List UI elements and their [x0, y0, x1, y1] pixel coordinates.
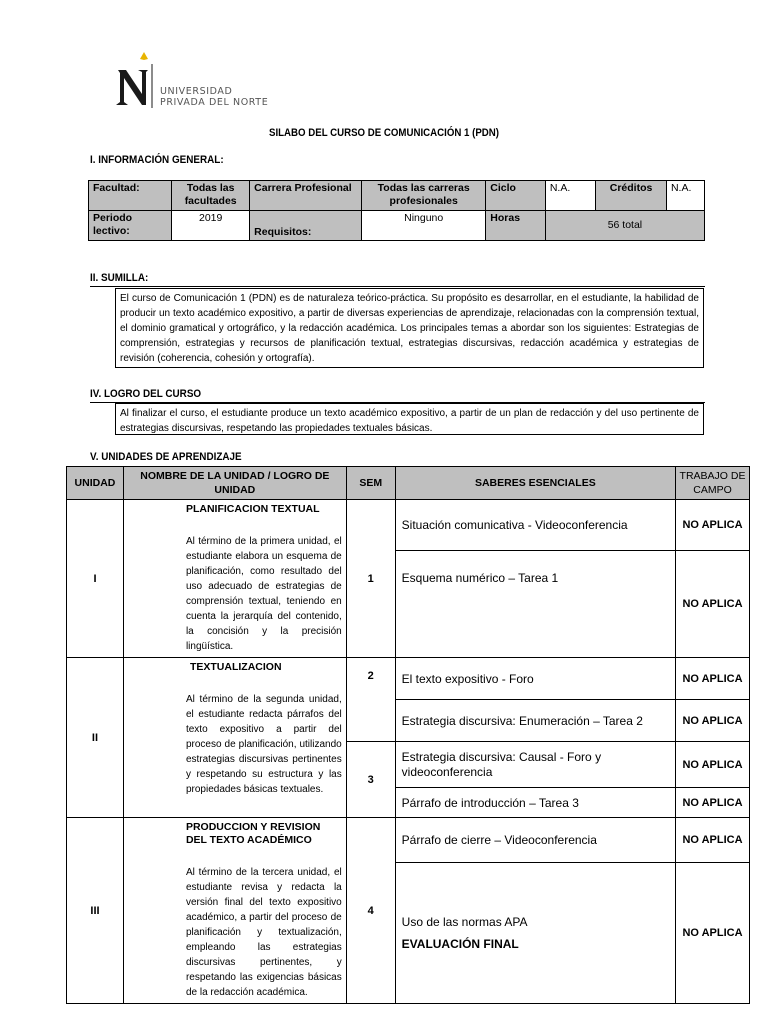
saber-cell — [395, 863, 675, 1004]
creditos-label: Créditos — [596, 181, 667, 211]
unit-number: I — [67, 500, 124, 658]
ciclo-label: Ciclo — [486, 181, 546, 211]
trabajo-campo: NO APLICA — [676, 863, 750, 1004]
section-info-heading: I. INFORMACIÓN GENERAL: — [90, 154, 224, 166]
horas-value: 56 total — [545, 211, 704, 241]
sumilla-text: El curso de Comunicación 1 (PDN) es de naturaleza teórico-práctica. Su propósito es desarrollar, en el estudiante, la habilidad de producir un texto académico expositivo, a partir de diversas experiencias de aprendizaje, relacionadas con la comprensión textual, el dominio gramatical y ortográfico, y la redacción académica. Los principales temas a abordar son los siguientes: Estrategias de comprensión, estrategias y recursos de planificación textual, estrategias discursivas, redacción académica y estrategias de revisión (coherencia, cohesión y ortografía). — [115, 288, 704, 368]
unit-description — [123, 658, 346, 818]
units-table — [66, 466, 750, 1004]
section-sumilla-heading: II. SUMILLA: — [90, 272, 149, 284]
document-title: SILABO DEL CURSO DE COMUNICACIÓN 1 (PDN) — [268, 127, 500, 139]
section-logro-heading: IV. LOGRO DEL CURSO — [90, 388, 202, 400]
saber-item: Estrategia discursiva: Enumeración – Tarea 2 — [395, 700, 675, 742]
carrera-value: Todas las carreras profesionales — [362, 181, 486, 211]
horas-label: Horas — [486, 211, 546, 241]
facultad-value: Todas las facultades — [172, 181, 250, 211]
week-number: 2 — [346, 658, 395, 742]
upn-logo-icon — [108, 50, 168, 112]
week-number: 1 — [346, 500, 395, 658]
requisitos-label: Requisitos: — [250, 211, 362, 241]
trabajo-campo: NO APLICA — [676, 818, 750, 863]
trabajo-campo: NO APLICA — [676, 550, 750, 657]
trabajo-campo: NO APLICA — [676, 658, 750, 700]
unit-description — [123, 500, 346, 658]
saber-item: Párrafo de introducción – Tarea 3 — [395, 788, 675, 818]
header-nombre: NOMBRE DE LA UNIDAD / LOGRO DE UNIDAD — [123, 467, 346, 500]
logo-line-2: PRIVADA DEL NORTE — [160, 97, 269, 108]
unit-number: III — [67, 818, 124, 1004]
saber-item: El texto expositivo - Foro — [395, 658, 675, 700]
header-saberes: SABERES ESENCIALES — [395, 467, 675, 500]
trabajo-campo: NO APLICA — [676, 700, 750, 742]
header-trabajo: TRABAJO DE CAMPO — [676, 467, 750, 500]
logro-text: Al finalizar el curso, el estudiante produce un texto académico expositivo, a partir de un plan de redacción y del uso pertinente de estrategias discursivas, respetando las propiedades textuales básicas. — [115, 403, 704, 435]
trabajo-campo: NO APLICA — [676, 500, 750, 551]
trabajo-campo: NO APLICA — [676, 742, 750, 788]
week-number: 4 — [346, 818, 395, 1004]
carrera-label: Carrera Profesional — [250, 181, 362, 211]
section-unidades-heading: V. UNIDADES DE APRENDIZAJE — [90, 451, 242, 463]
university-name — [160, 86, 268, 108]
ciclo-value: N.A. — [545, 181, 595, 211]
unit-logro: Al término de la tercera unidad, el estudiante revisa y redacta la versión final del texto expositivo académico, a partir del proceso de planificación y textualización, empleando las estrategias discursivas pertinentes, y respetando las exigencias básicas de la redacción académica. — [185, 867, 342, 998]
header-unidad: UNIDAD — [67, 467, 124, 500]
unit-description — [123, 818, 346, 1004]
unit-title: TEXTUALIZACION — [189, 661, 282, 673]
header-sem: SEM — [346, 467, 395, 500]
periodo-label: Periodo lectivo: — [89, 211, 172, 241]
saber-item: Situación comunicativa - Videoconferencia — [395, 500, 675, 551]
saber-item: Estrategia discursiva: Causal - Foro y videoconferencia — [395, 742, 675, 788]
trabajo-campo: NO APLICA — [676, 788, 750, 818]
requisitos-value: Ninguno — [362, 211, 486, 241]
unit-title: PRODUCCION Y REVISION DEL TEXTO ACADÉMICO — [185, 821, 321, 846]
saber-item: Uso de las normas APA — [401, 915, 528, 930]
week-number: 3 — [346, 742, 395, 818]
evaluacion-final: EVALUACIÓN FINAL — [401, 937, 519, 952]
saber-item: Párrafo de cierre – Videoconferencia — [395, 818, 675, 863]
facultad-label: Facultad: — [89, 181, 172, 211]
periodo-value: 2019 — [172, 211, 250, 241]
sumilla-rule — [90, 286, 705, 287]
saber-item: Esquema numérico – Tarea 1 — [395, 550, 675, 657]
logo-line-1: UNIVERSIDAD — [160, 86, 233, 97]
unit-number: II — [67, 658, 124, 818]
unit-logro: Al término de la segunda unidad, el estudiante redacta párrafos del texto expositivo a partir del proceso de planificación, utilizando estrategias discursivas pertinentes y respetando su estructura y las propiedades básicas textuales. — [185, 694, 342, 795]
unit-logro: Al término de la primera unidad, el estudiante elabora un esquema de planificación, como resultado del uso adecuado de estrategias de comprensión textual, teniendo en cuenta la jerarquía del contenido, la concisión y la precisión lingüística. — [185, 536, 342, 652]
unit-title: PLANIFICACION TEXTUAL — [185, 503, 320, 515]
info-table — [88, 180, 705, 241]
creditos-value: N.A. — [666, 181, 704, 211]
